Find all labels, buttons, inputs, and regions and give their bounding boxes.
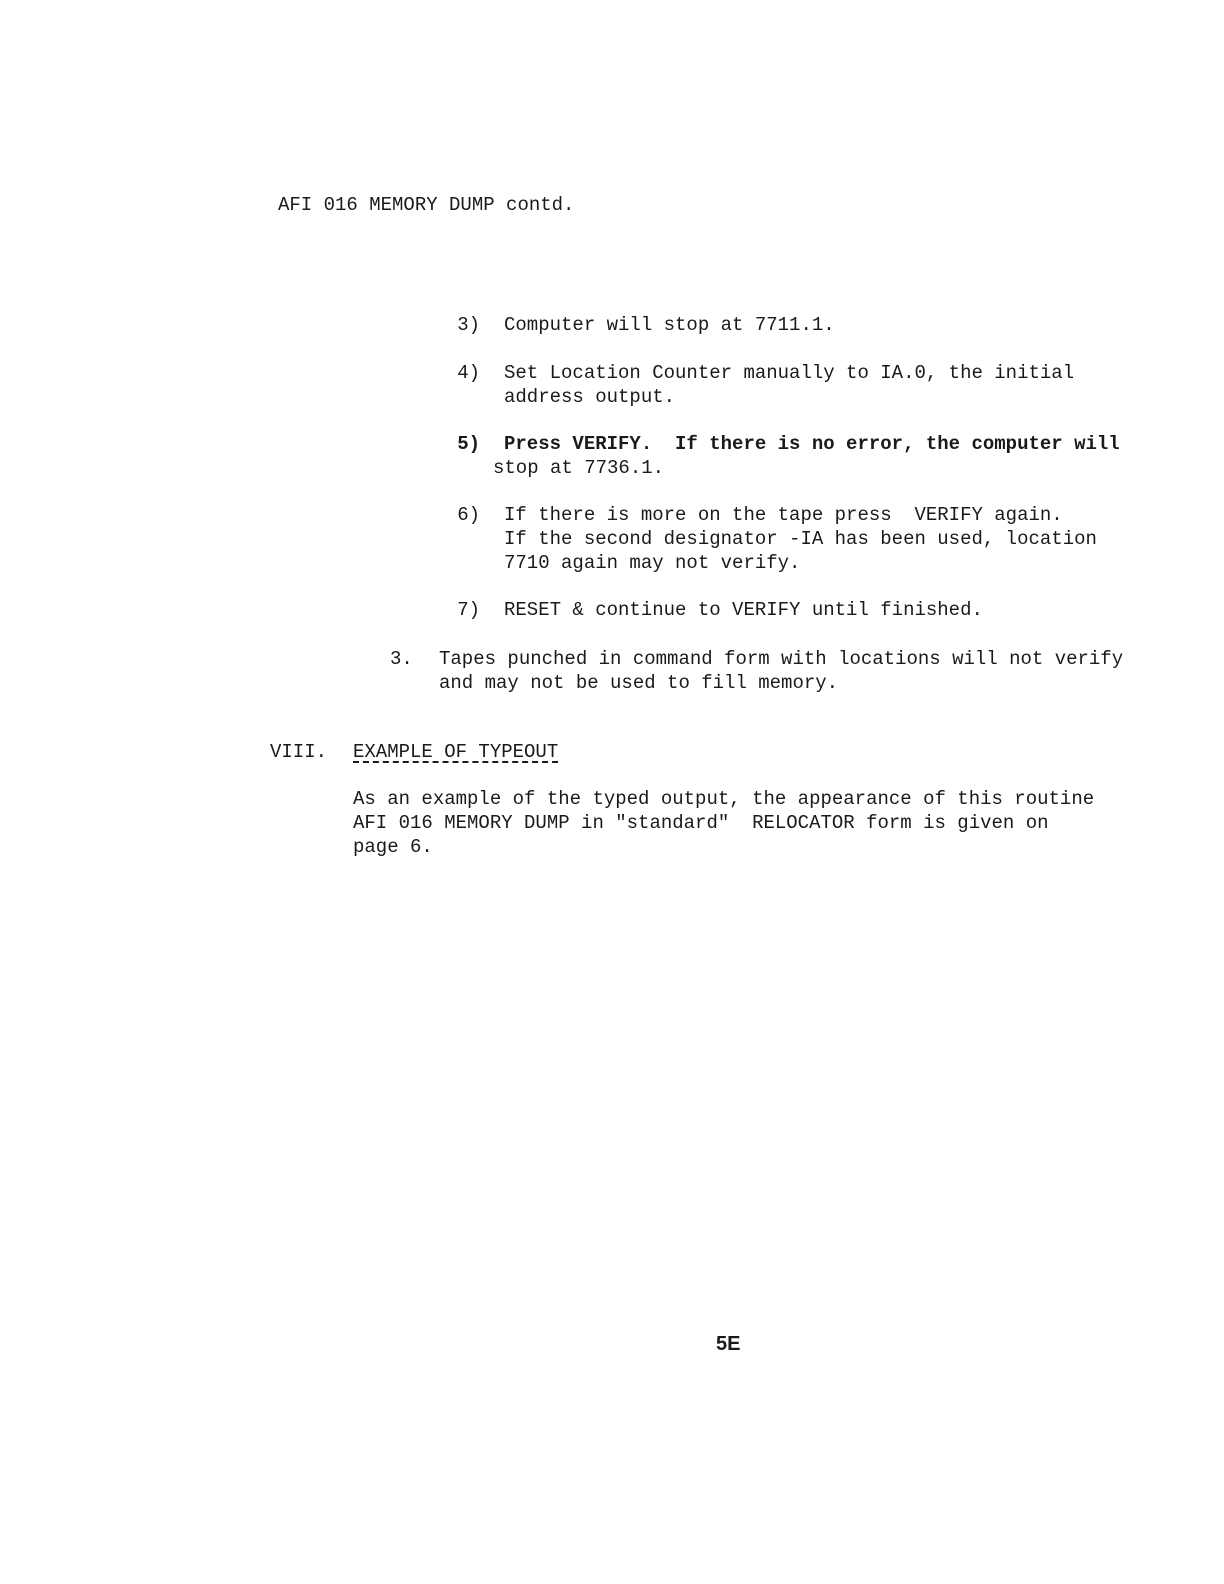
step-text-line: Computer will stop at 7711.1. [504,314,835,336]
step-number: 7) [457,599,480,621]
step-text-line: If there is more on the tape press VERIFY again. [504,504,1063,526]
step-number: 3) [457,314,480,336]
step-text-line: stop at 7736.1. [493,457,665,479]
section-text-line: page 6. [353,836,433,858]
step-text-line: Set Location Counter manually to IA.0, the initial [504,362,1075,384]
note-text-line: and may not be used to fill memory. [439,672,839,694]
step-number: 5) [457,433,480,455]
step-text-line: RESET & continue to VERIFY until finished. [504,599,983,621]
step-number: 4) [457,362,480,384]
note-text-line: Tapes punched in command form with locations will not verify [439,648,1124,670]
note-number: 3. [390,648,413,670]
page-number: 5E [716,1333,741,1355]
step-text-line: 7710 again may not verify. [504,552,801,574]
section-text-line: AFI 016 MEMORY DUMP in "standard" RELOCATOR form is given on [353,812,1049,834]
section-text-line: As an example of the typed output, the appearance of this routine [353,788,1095,810]
section-number: VIII. [270,741,328,763]
section-title: EXAMPLE OF TYPEOUT [353,741,559,763]
page-header: AFI 016 MEMORY DUMP contd. [278,194,575,216]
step-number: 6) [457,504,480,526]
step-text-line: Press VERIFY. If there is no error, the computer will [504,433,1120,455]
step-text-line: address output. [504,386,676,408]
step-text-line: If the second designator -IA has been used, location [504,528,1097,550]
